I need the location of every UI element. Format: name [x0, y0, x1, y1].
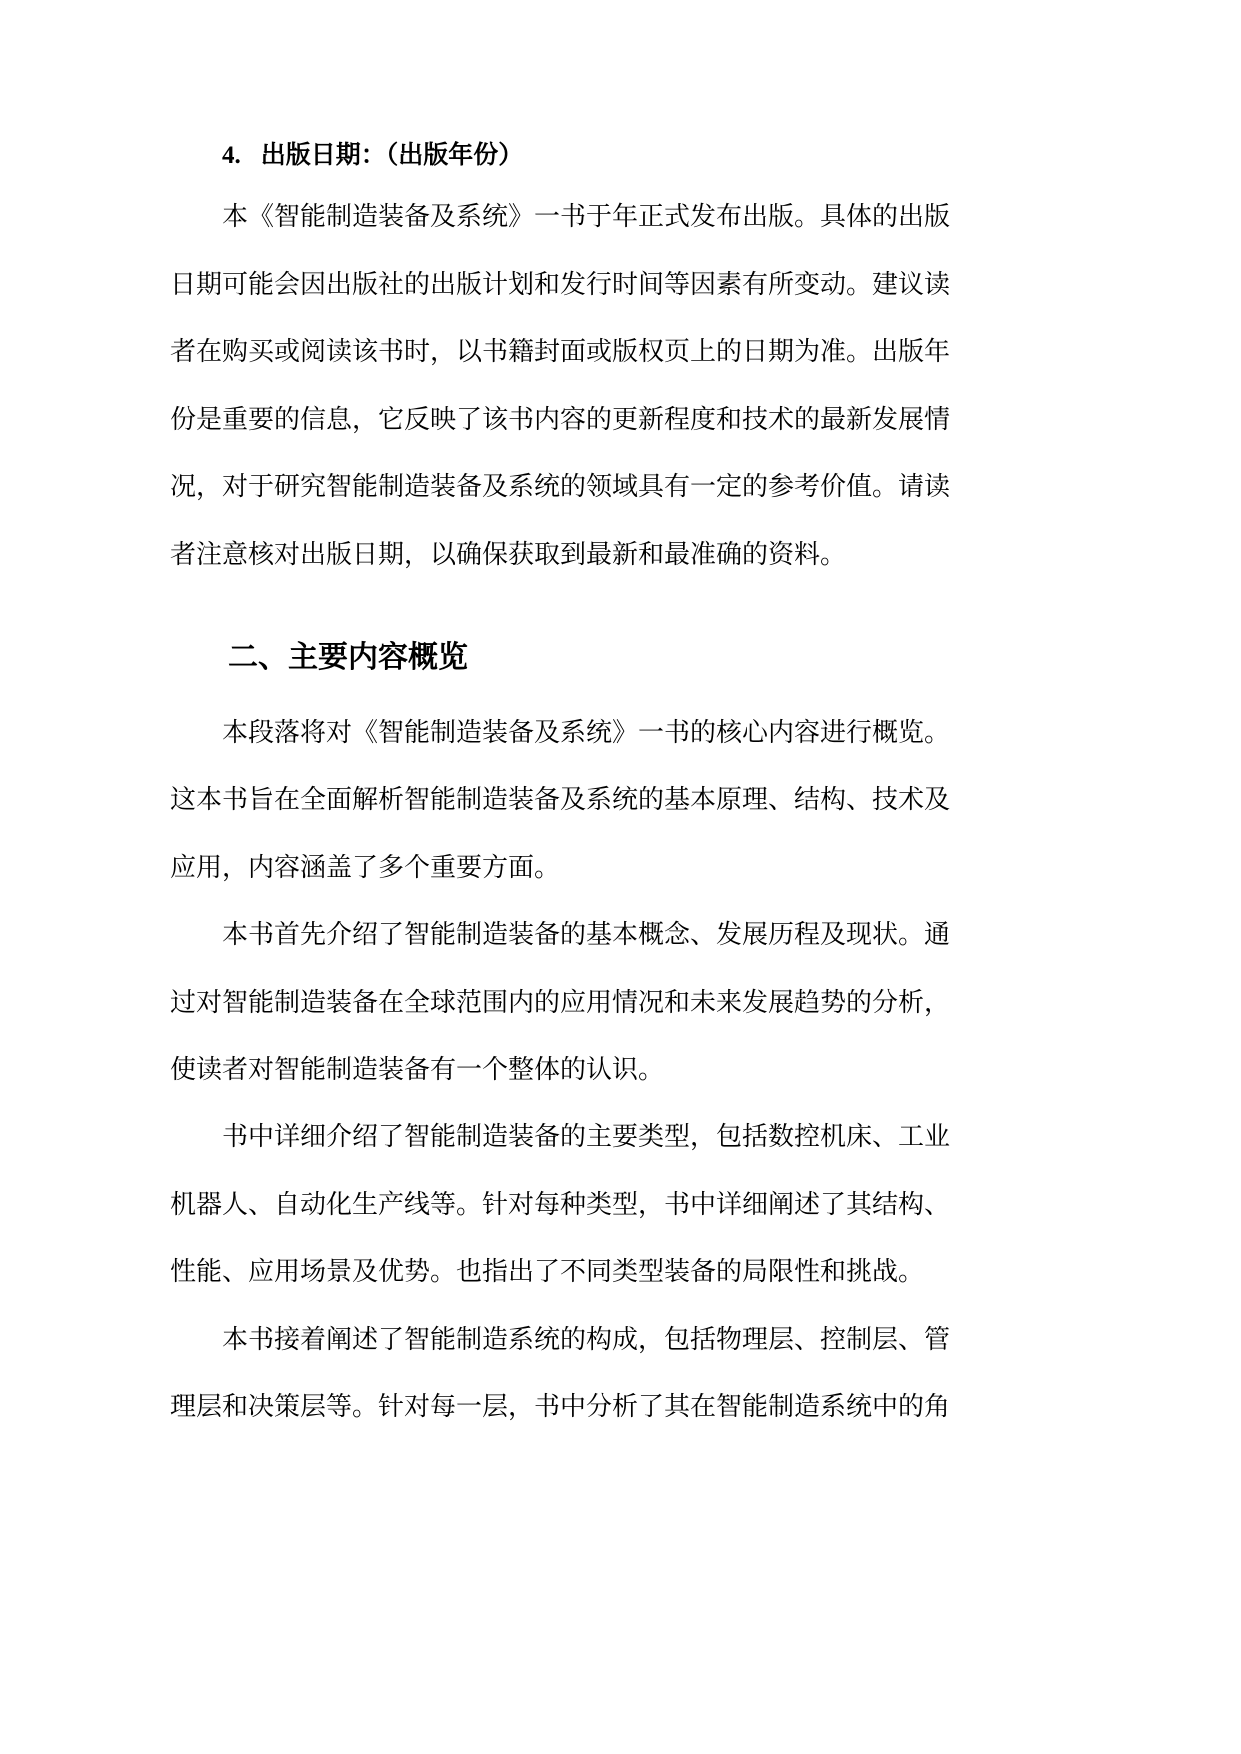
paragraph-line: 本《智能制造装备及系统》一书于年正式发布出版。具体的出版	[222, 202, 951, 232]
paragraph-line: 者注意核对出版日期，以确保获取到最新和最准确的资料。	[170, 539, 847, 570]
paragraph-line: 者在购买或阅读该书时，以书籍封面或版权页上的日期为准。出版年	[170, 337, 951, 368]
subsection-number: 4.	[222, 142, 241, 169]
paragraph-line: 况，对于研究智能制造装备及系统的领域具有一定的参考价值。请读	[170, 472, 951, 503]
section-body	[170, 700, 960, 1441]
paragraph	[170, 1104, 960, 1306]
paragraph-line: 份是重要的信息，它反映了该书内容的更新程度和技术的最新发展情	[170, 404, 951, 435]
paragraph	[170, 1307, 960, 1442]
paragraph-line: 本书接着阐述了智能制造系统的构成，包括物理层、控制层、管	[222, 1324, 951, 1355]
paragraph-line: 使读者对智能制造装备有一个整体的认识。	[170, 1054, 665, 1085]
paragraph	[170, 184, 960, 590]
paragraph	[170, 902, 960, 1104]
paragraph-line: 过对智能制造装备在全球范围内的应用情况和未来发展趋势的分析，	[170, 987, 951, 1018]
paragraph-line: 本段落将对《智能制造装备及系统》一书的核心内容进行概览。	[222, 718, 951, 748]
paragraph	[170, 700, 960, 902]
paragraph-line: 这本书旨在全面解析智能制造装备及系统的基本原理、结构、技术及	[170, 785, 951, 816]
paragraph-line: 日期可能会因出版社的出版计划和发行时间等因素有所变动。建议读	[170, 269, 951, 300]
subsection-heading	[222, 121, 523, 189]
paragraph-line: 应用，内容涵盖了多个重要方面。	[170, 852, 561, 883]
paragraph-line: 机器人、自动化生产线等。针对每种类型，书中详细阐述了其结构、	[170, 1189, 951, 1220]
paragraph-line: 理层和决策层等。针对每一层，书中分析了其在智能制造系统中的角	[170, 1391, 951, 1422]
subsection-title: 出版日期：（出版年份）	[260, 140, 524, 169]
paragraph-line: 书中详细介绍了智能制造装备的主要类型，包括数控机床、工业	[222, 1122, 951, 1153]
paragraph-line: 本书首先介绍了智能制造装备的基本概念、发展历程及现状。通	[222, 920, 951, 951]
paragraph-line: 性能、应用场景及优势。也指出了不同类型装备的局限性和挑战。	[170, 1257, 925, 1288]
section-heading: 二、主要内容概览	[228, 640, 468, 675]
